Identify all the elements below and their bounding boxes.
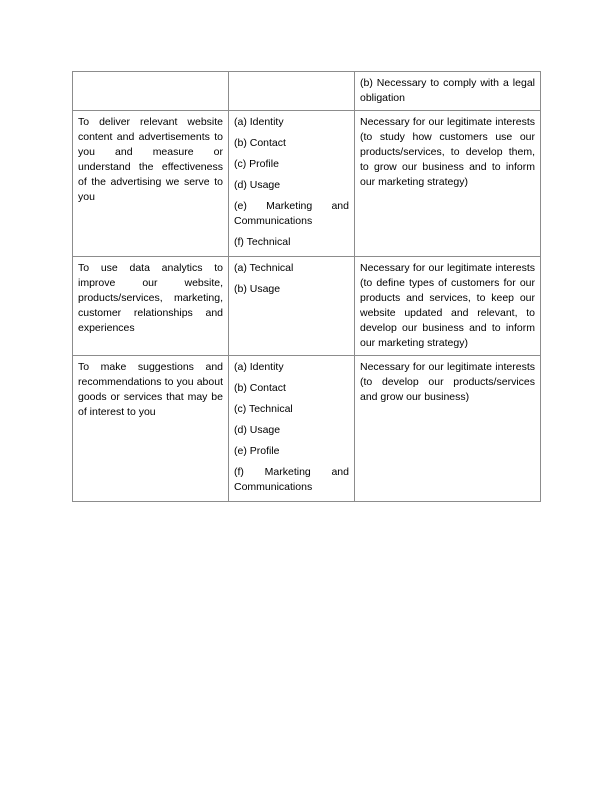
data-type-item: (e) Profile bbox=[234, 445, 280, 457]
data-type-item: (f) Marketing and Communications bbox=[234, 466, 349, 493]
data-type-cell bbox=[229, 72, 355, 111]
data-type-list bbox=[234, 261, 349, 297]
data-type-list bbox=[234, 115, 349, 250]
lawful-basis-cell: Necessary for our legitimate interests (to develop our products/services and grow our business) bbox=[355, 356, 541, 502]
data-type-item: (d) Usage bbox=[234, 179, 281, 191]
data-type-item: (b) Usage bbox=[234, 283, 281, 295]
data-type-cell bbox=[229, 257, 355, 356]
data-type-item: (b) Contact bbox=[234, 382, 286, 394]
data-type-item: (d) Usage bbox=[234, 424, 281, 436]
purpose-cell: To deliver relevant website content and advertisements to you and measure or understand the effectiveness of the advertising we serve to you bbox=[73, 111, 229, 257]
data-type-item: (c) Profile bbox=[234, 158, 279, 170]
data-type-item: (c) Technical bbox=[234, 403, 293, 415]
table-row bbox=[73, 356, 541, 502]
data-type-item: (b) Contact bbox=[234, 137, 286, 149]
lawful-basis-cell: Necessary for our legitimate interests (to define types of customers for our products and services, to keep our website updated and relevant, to develop our business and to inform our marketing strategy) bbox=[355, 257, 541, 356]
table-row bbox=[73, 257, 541, 356]
data-type-item: (a) Technical bbox=[234, 262, 294, 274]
data-type-cell bbox=[229, 111, 355, 257]
data-type-item: (a) Identity bbox=[234, 361, 284, 373]
purpose-cell bbox=[73, 72, 229, 111]
data-type-list bbox=[234, 360, 349, 495]
purpose-cell: To use data analytics to improve our website, products/services, marketing, customer relationships and experiences bbox=[73, 257, 229, 356]
data-type-item: (a) Identity bbox=[234, 116, 284, 128]
table-row bbox=[73, 72, 541, 111]
table-row bbox=[73, 111, 541, 257]
data-type-cell bbox=[229, 356, 355, 502]
lawful-basis-cell: Necessary for our legitimate interests (to study how customers use our products/services, to develop them, to grow our business and to inform our marketing strategy) bbox=[355, 111, 541, 257]
data-type-item: (f) Technical bbox=[234, 236, 291, 248]
lawful-basis-table bbox=[72, 71, 541, 502]
purpose-cell: To make suggestions and recommendations to you about goods or services that may be of interest to you bbox=[73, 356, 229, 502]
lawful-basis-cell: (b) Necessary to comply with a legal obligation bbox=[355, 72, 541, 111]
data-type-item: (e) Marketing and Communications bbox=[234, 200, 349, 227]
